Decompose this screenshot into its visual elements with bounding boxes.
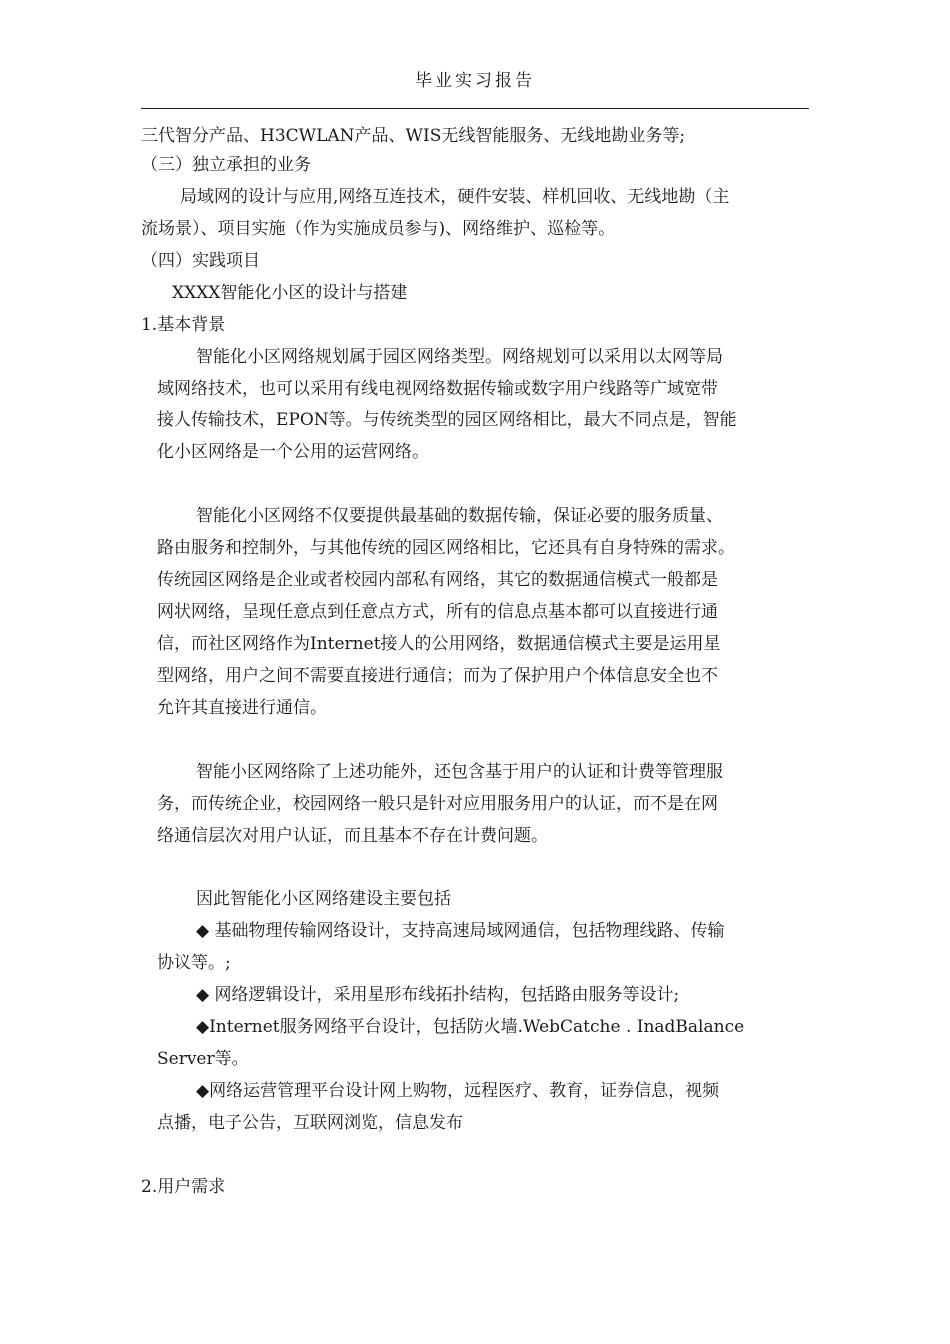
page-header: 毕业实习报告 [415, 71, 535, 91]
text-line: 协议等。; [157, 953, 231, 973]
text-line: 型网络，用户之间不需要直接进行通信；而为了保护用户个体信息安全也不 [157, 666, 718, 686]
bullet-item: ◆ 网络逻辑设计，采用星形布线拓扑结构，包括路由服务等设计; [196, 985, 680, 1005]
text-line: 传统园区网络是企业或者校园内部私有网络，其它的数据通信模式一般都是 [157, 570, 718, 590]
text-line: 允许其直接进行通信。 [157, 698, 327, 718]
text-line: 智能小区网络除了上述功能外，还包含基于用户的认证和计费等管理服 [196, 762, 723, 782]
text-line: 信，而社区网络作为Internet接人的公用网络，数据通信模式主要是运用星 [157, 634, 721, 654]
text-line: 流场景）、项目实施（作为实施成员参与)、网络维护、巡检等。 [141, 219, 616, 239]
bullet-item: ◆网络运营管理平台设计网上购物，远程医疗、教育，证券信息，视频 [196, 1081, 720, 1101]
project-title: XXXX智能化小区的设计与搭建 [172, 283, 408, 303]
bullet-item: ◆ 基础物理传输网络设计，支持高速局域网通信，包括物理线路、传输 [196, 921, 725, 941]
text-line: 路由服务和控制外，与其他传统的园区网络相比，它还具有自身特殊的需求。 [157, 538, 735, 558]
text-line: 智能化小区网络规划属于园区网络类型。网络规划可以采用以太网等局 [196, 347, 723, 367]
text-line: 络通信层次对用户认证，而且基本不存在计费问题。 [157, 826, 548, 846]
text-line: Server等。 [157, 1049, 249, 1069]
text-line: 三代智分产品、H3CWLAN产品、WIS无线智能服务、无线地勘业务等; [141, 126, 686, 146]
text-line: 因此智能化小区网络建设主要包括 [196, 889, 451, 909]
header-rule [141, 108, 809, 109]
bullet-item: ◆Internet服务网络平台设计，包括防火墙.WebCatche . InadBalance [196, 1017, 745, 1037]
text-line: 化小区网络是一个公用的运营网络。 [157, 442, 429, 462]
subsection-heading: 1.基本背景 [141, 315, 226, 335]
text-line: 智能化小区网络不仅要提供最基础的数据传输，保证必要的服务质量、 [196, 506, 723, 526]
text-line: 接人传输技术，EPON等。与传统类型的园区网络相比，最大不同点是，智能 [157, 410, 737, 430]
text-line: 点播，电子公告，互联网浏览，信息发布 [157, 1113, 463, 1133]
subsection-heading: 2.用户需求 [141, 1177, 226, 1197]
text-line: 局域网的设计与应用,网络互连技术，硬件安装、样机回收、无线地勘（主 [180, 187, 730, 207]
text-line: 网状网络，呈现任意点到任意点方式，所有的信息点基本都可以直接进行通 [157, 602, 718, 622]
text-line: 域网络技术，也可以采用有线电视网络数据传输或数字用户线路等广域宽带 [157, 379, 718, 399]
section-heading: （三）独立承担的业务 [141, 155, 311, 175]
text-line: 务，而传统企业，校园网络一般只是针对应用服务用户的认证，而不是在网 [157, 794, 718, 814]
section-heading: （四）实践项目 [141, 251, 260, 271]
